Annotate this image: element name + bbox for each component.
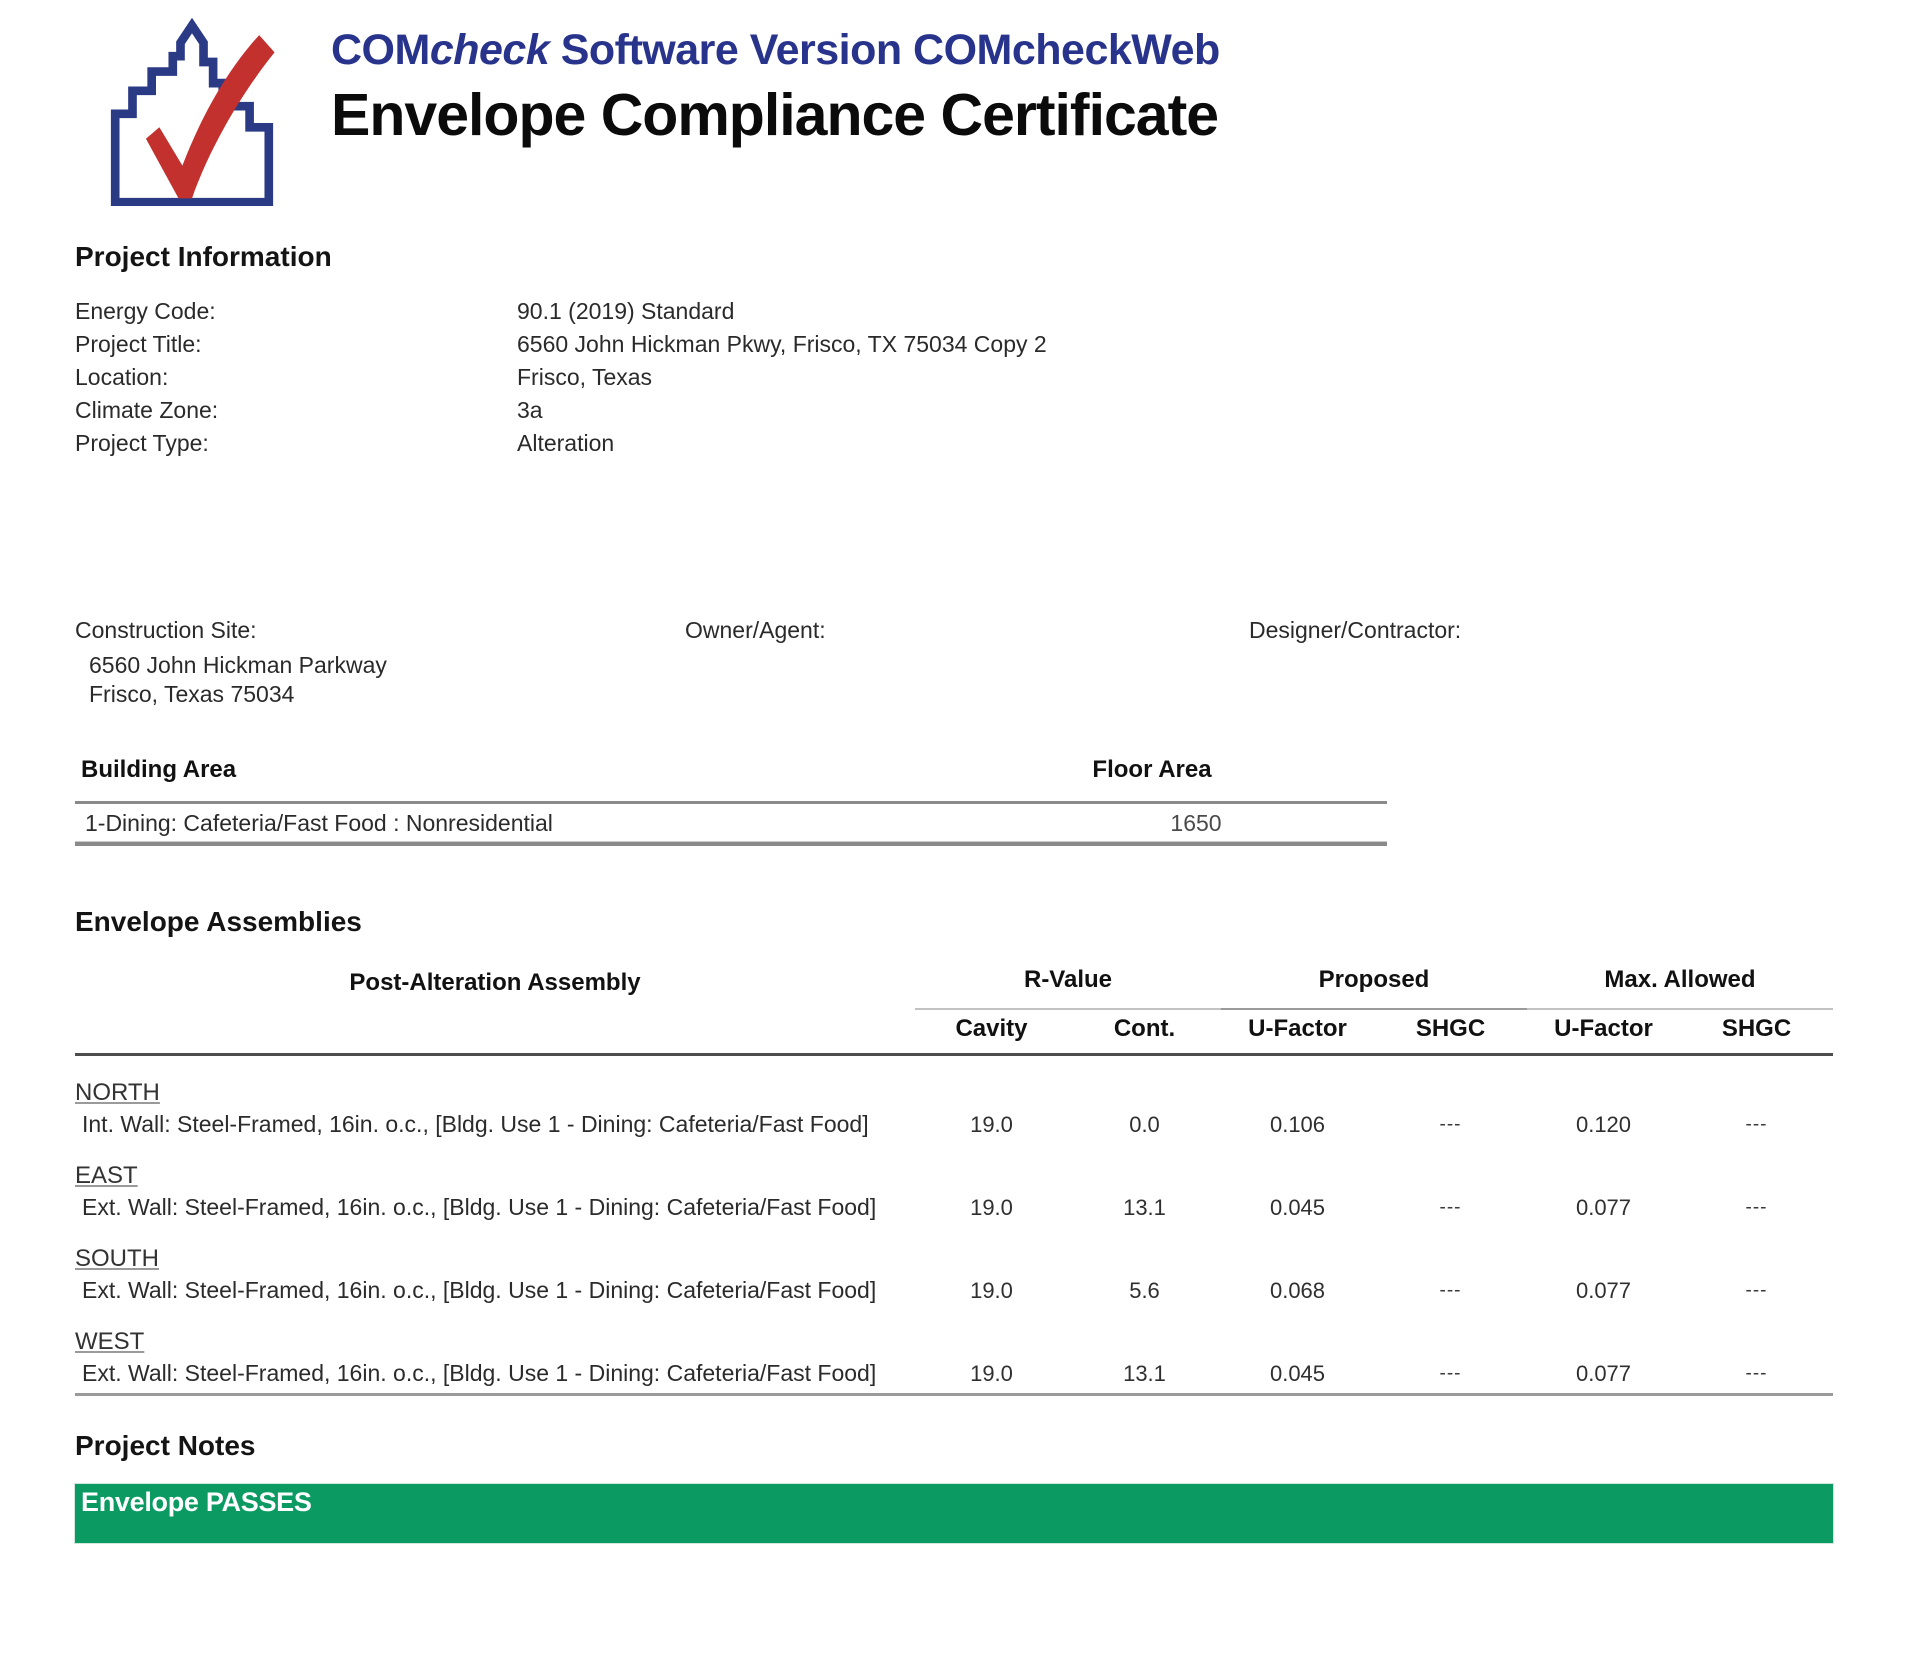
comcheck-logo-icon xyxy=(93,14,291,206)
assembly-direction-east: EAST xyxy=(75,1162,138,1189)
designer-contractor-column xyxy=(1249,615,1833,709)
assembly-direction-west: WEST xyxy=(75,1328,145,1355)
address-line: 6560 John Hickman Parkway xyxy=(89,652,387,678)
group-r-value-label: R-Value xyxy=(1023,966,1113,993)
field-value: 6560 John Hickman Pkwy, Frisco, TX 75034 Copy 2 xyxy=(517,331,1047,357)
max-shgc-value: --- xyxy=(1745,1280,1768,1301)
table-subheader-row xyxy=(75,1014,1833,1044)
subheader-cavity: Cavity xyxy=(955,1015,1028,1042)
group-max-allowed xyxy=(1527,965,1833,1010)
field-value: 3a xyxy=(517,397,543,423)
software-version-title xyxy=(331,28,1220,73)
subheader-spacer xyxy=(75,1014,915,1044)
cont-value: 0.0 xyxy=(1129,1112,1160,1137)
assembly-row-east xyxy=(75,1193,1833,1222)
subheader-proposed-u-factor: U-Factor xyxy=(1248,1015,1347,1042)
field-value: 90.1 (2019) Standard xyxy=(517,298,735,324)
field-label: Project Type: xyxy=(75,430,209,456)
envelope-assemblies-heading: Envelope Assemblies xyxy=(75,906,362,937)
owner-agent-column xyxy=(685,615,1249,709)
building-area-header-row xyxy=(75,755,1387,785)
cavity-value: 19.0 xyxy=(970,1195,1013,1220)
group-proposed-label: Proposed xyxy=(1318,966,1430,993)
report-header xyxy=(75,14,1833,212)
max-shgc-value: --- xyxy=(1745,1114,1768,1135)
assembly-row-north xyxy=(75,1110,1833,1139)
assembly-description: Ext. Wall: Steel-Framed, 16in. o.c., [Bldg. Use 1 - Dining: Cafeteria/Fast Food] xyxy=(82,1277,877,1303)
max-u-factor-value: 0.077 xyxy=(1575,1195,1632,1220)
building-area-heading: Building Area xyxy=(81,756,237,783)
table-group-header-row xyxy=(75,965,1833,1010)
proposed-u-factor-value: 0.106 xyxy=(1269,1112,1326,1137)
project-information-fields xyxy=(75,295,1833,460)
assembly-direction-north: NORTH xyxy=(75,1079,160,1106)
cont-value: 5.6 xyxy=(1129,1278,1160,1303)
assembly-description: Ext. Wall: Steel-Framed, 16in. o.c., [Bldg. Use 1 - Dining: Cafeteria/Fast Food] xyxy=(82,1360,877,1386)
brand-rest: Software Version COMcheckWeb xyxy=(549,26,1220,74)
owner-agent-label: Owner/Agent: xyxy=(685,617,826,643)
project-notes-section xyxy=(75,1429,1833,1462)
table-header-rule xyxy=(75,1053,1833,1056)
field-value: Alteration xyxy=(517,430,615,456)
info-row-energy-code xyxy=(75,295,1833,328)
construction-site-column xyxy=(75,615,685,709)
field-value: Frisco, Texas xyxy=(517,364,653,390)
building-area-row xyxy=(75,804,1387,841)
assembly-description: Ext. Wall: Steel-Framed, 16in. o.c., [Bldg. Use 1 - Dining: Cafeteria/Fast Food] xyxy=(82,1194,877,1220)
group-headers xyxy=(915,965,1833,1010)
proposed-shgc-value: --- xyxy=(1439,1363,1462,1384)
construction-site-label: Construction Site: xyxy=(75,617,257,643)
floor-area-heading: Floor Area xyxy=(1092,756,1212,783)
building-area-table xyxy=(75,755,1387,846)
building-area-bottom-rule xyxy=(75,841,1387,846)
field-label: Project Title: xyxy=(75,331,202,357)
subheader-cont: Cont. xyxy=(1113,1015,1176,1042)
field-label: Energy Code: xyxy=(75,298,216,324)
project-notes-heading: Project Notes xyxy=(75,1430,256,1461)
cont-value: 13.1 xyxy=(1123,1361,1166,1386)
project-information-heading: Project Information xyxy=(75,241,332,272)
proposed-shgc-value: --- xyxy=(1439,1114,1462,1135)
building-area-name: 1-Dining: Cafeteria/Fast Food : Nonresidential xyxy=(85,810,553,836)
info-row-project-title xyxy=(75,328,1833,361)
proposed-shgc-value: --- xyxy=(1439,1197,1462,1218)
assembly-description: Int. Wall: Steel-Framed, 16in. o.c., [Bldg. Use 1 - Dining: Cafeteria/Fast Food] xyxy=(82,1111,869,1137)
brand-check: check xyxy=(429,26,550,74)
max-u-factor-value: 0.120 xyxy=(1575,1112,1632,1137)
proposed-u-factor-value: 0.068 xyxy=(1269,1278,1326,1303)
table-bottom-rule xyxy=(75,1393,1833,1396)
construction-site-address xyxy=(75,651,685,709)
envelope-assemblies-table xyxy=(75,965,1833,1396)
info-row-project-type xyxy=(75,427,1833,460)
assembly-column-header: Post-Alteration Assembly xyxy=(349,969,641,996)
envelope-assemblies-section xyxy=(75,905,1833,1396)
parties-row xyxy=(75,615,1833,709)
address-line: Frisco, Texas 75034 xyxy=(89,681,295,707)
max-shgc-value: --- xyxy=(1745,1197,1768,1218)
envelope-passes-banner xyxy=(75,1484,1833,1543)
info-row-climate-zone xyxy=(75,394,1833,427)
envelope-passes-text: Envelope PASSES xyxy=(81,1487,312,1517)
info-row-location xyxy=(75,361,1833,394)
assembly-row-south xyxy=(75,1276,1833,1305)
building-area-floor-area: 1650 xyxy=(1170,810,1222,836)
group-r-value xyxy=(915,965,1221,1010)
cavity-value: 19.0 xyxy=(970,1278,1013,1303)
cavity-value: 19.0 xyxy=(970,1361,1013,1386)
project-information-section xyxy=(75,240,1833,460)
cont-value: 13.1 xyxy=(1123,1195,1166,1220)
assembly-row-west xyxy=(75,1359,1833,1388)
subheader-max-u-factor: U-Factor xyxy=(1554,1015,1653,1042)
designer-contractor-label: Designer/Contractor: xyxy=(1249,617,1462,643)
title-block xyxy=(331,14,1220,147)
assembly-direction-south: SOUTH xyxy=(75,1245,159,1272)
max-shgc-value: --- xyxy=(1745,1363,1768,1384)
proposed-shgc-value: --- xyxy=(1439,1280,1462,1301)
group-max-allowed-label: Max. Allowed xyxy=(1604,966,1756,993)
subheader-max-shgc: SHGC xyxy=(1721,1015,1792,1042)
group-proposed xyxy=(1221,965,1527,1010)
subheader-proposed-shgc: SHGC xyxy=(1415,1015,1486,1042)
field-label: Location: xyxy=(75,364,169,390)
cavity-value: 19.0 xyxy=(970,1112,1013,1137)
max-u-factor-value: 0.077 xyxy=(1575,1278,1632,1303)
certificate-title: Envelope Compliance Certificate xyxy=(331,82,1219,149)
field-label: Climate Zone: xyxy=(75,397,219,423)
max-u-factor-value: 0.077 xyxy=(1575,1361,1632,1386)
brand-com: COM xyxy=(331,26,430,74)
proposed-u-factor-value: 0.045 xyxy=(1269,1361,1326,1386)
proposed-u-factor-value: 0.045 xyxy=(1269,1195,1326,1220)
